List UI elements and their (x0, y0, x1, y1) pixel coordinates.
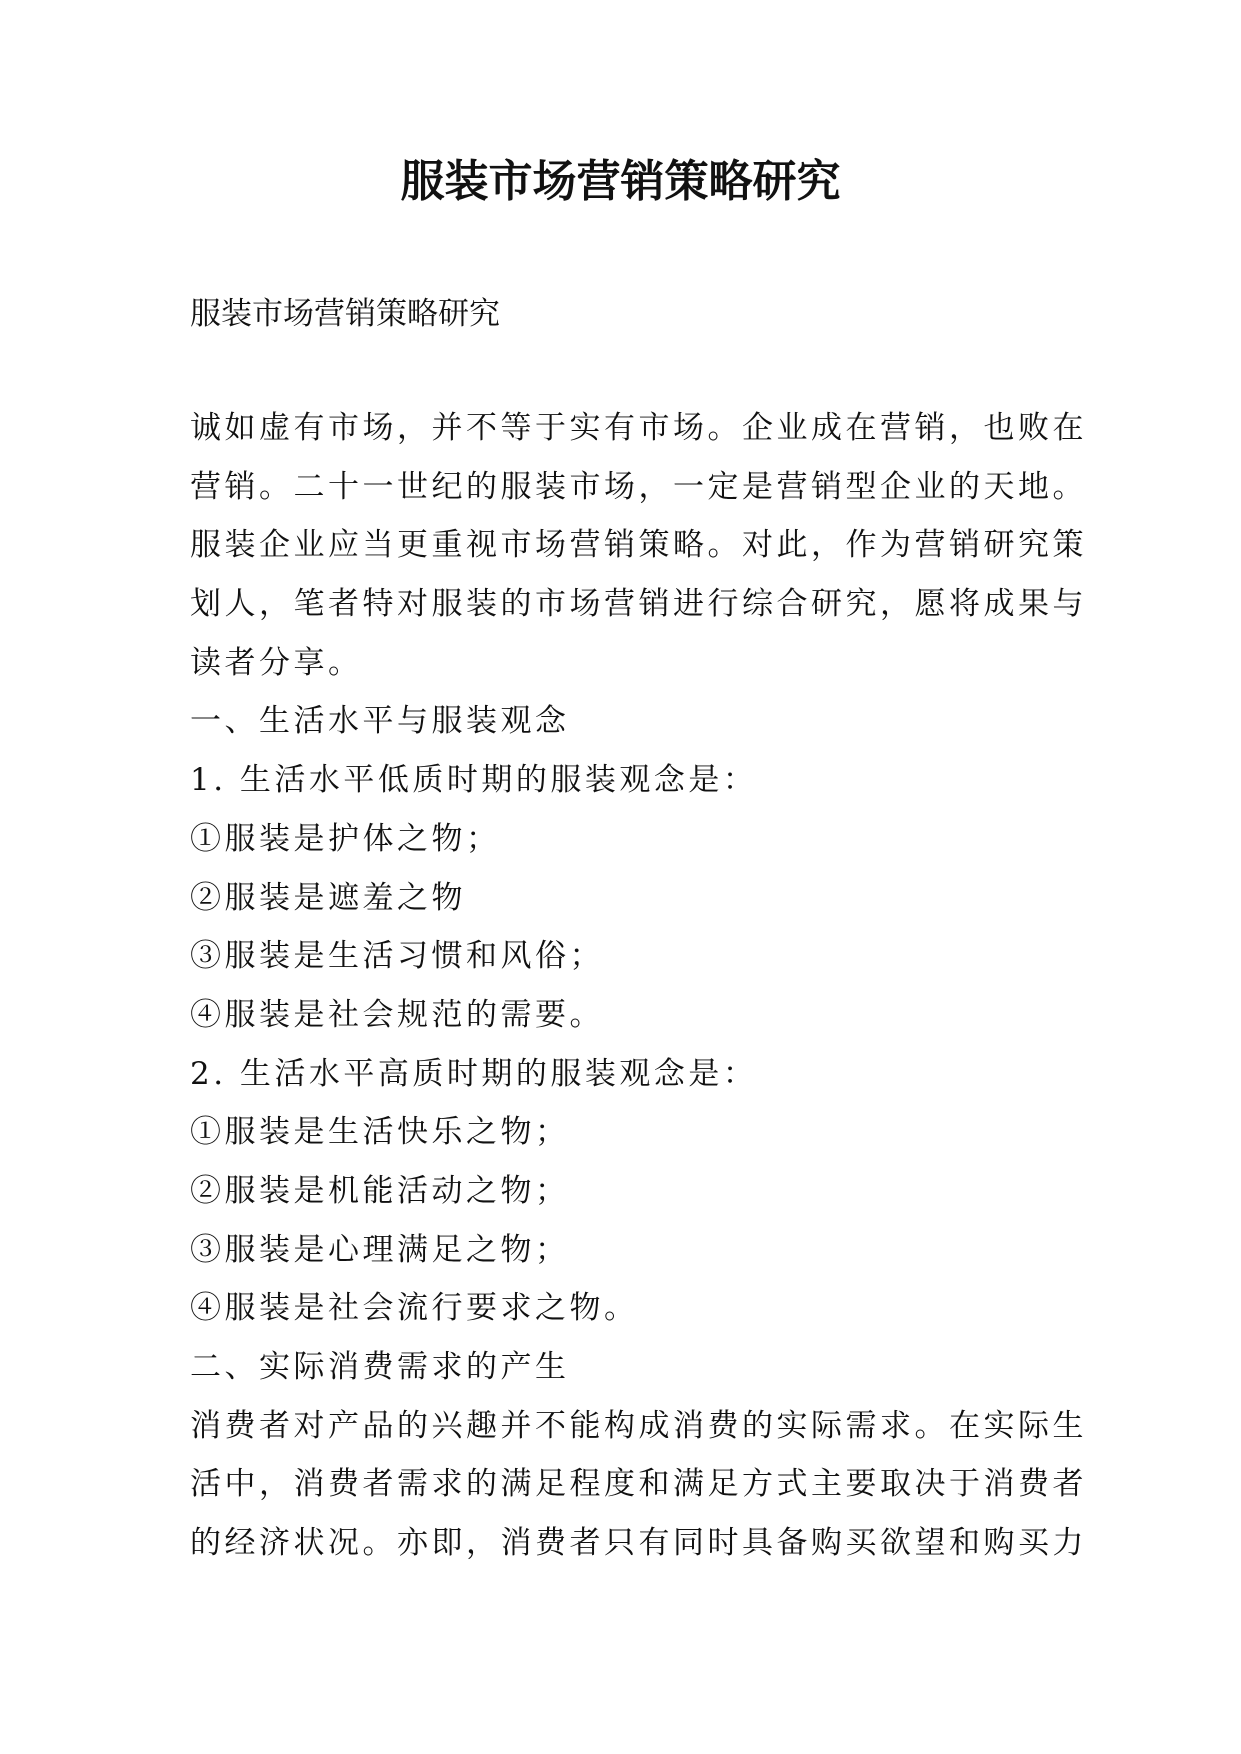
body-line: 服装企业应当更重视市场营销策略。对此，作为营销研究策 (190, 527, 1087, 564)
list-item: ④服装是社会规范的需要。 (190, 996, 604, 1033)
document-subtitle: 服装市场营销策略研究 (190, 296, 500, 332)
section-heading: 二、实际消费需求的产生 (190, 1349, 570, 1385)
body-line: 划人，笔者特对服装的市场营销进行综合研究，愿将成果与 (190, 586, 1087, 623)
document-body (190, 406, 1090, 1580)
section-heading: 一、生活水平与服装观念 (190, 703, 570, 740)
list-item: ③服装是心理满足之物； (190, 1231, 570, 1268)
document-title: 服装市场营销策略研究 (400, 156, 841, 207)
subsection-heading: 2. 生活水平高质时期的服装观念是： (190, 1055, 758, 1092)
body-line: 消费者对产品的兴趣并不能构成消费的实际需求。在实际生 (190, 1407, 1087, 1444)
body-line: 的经济状况。亦即，消费者只有同时具备购买欲望和购买力 (190, 1525, 1087, 1562)
list-item: ③服装是生活习惯和风俗； (190, 938, 604, 975)
body-line: 营销。二十一世纪的服装市场，一定是营销型企业的天地。 (190, 468, 1087, 505)
body-line: 活中，消费者需求的满足程度和满足方式主要取决于消费者 (190, 1466, 1087, 1503)
body-line: 读者分享。 (190, 644, 363, 681)
list-item: ①服装是护体之物； (190, 820, 501, 857)
list-item: ②服装是遮羞之物 (190, 879, 466, 916)
subsection-heading: 1. 生活水平低质时期的服装观念是： (190, 762, 758, 799)
list-item: ①服装是生活快乐之物； (190, 1114, 570, 1151)
body-line: 诚如虚有市场，并不等于实有市场。企业成在营销，也败在 (190, 410, 1087, 446)
list-item: ④服装是社会流行要求之物。 (190, 1290, 639, 1327)
list-item: ②服装是机能活动之物； (190, 1172, 570, 1209)
